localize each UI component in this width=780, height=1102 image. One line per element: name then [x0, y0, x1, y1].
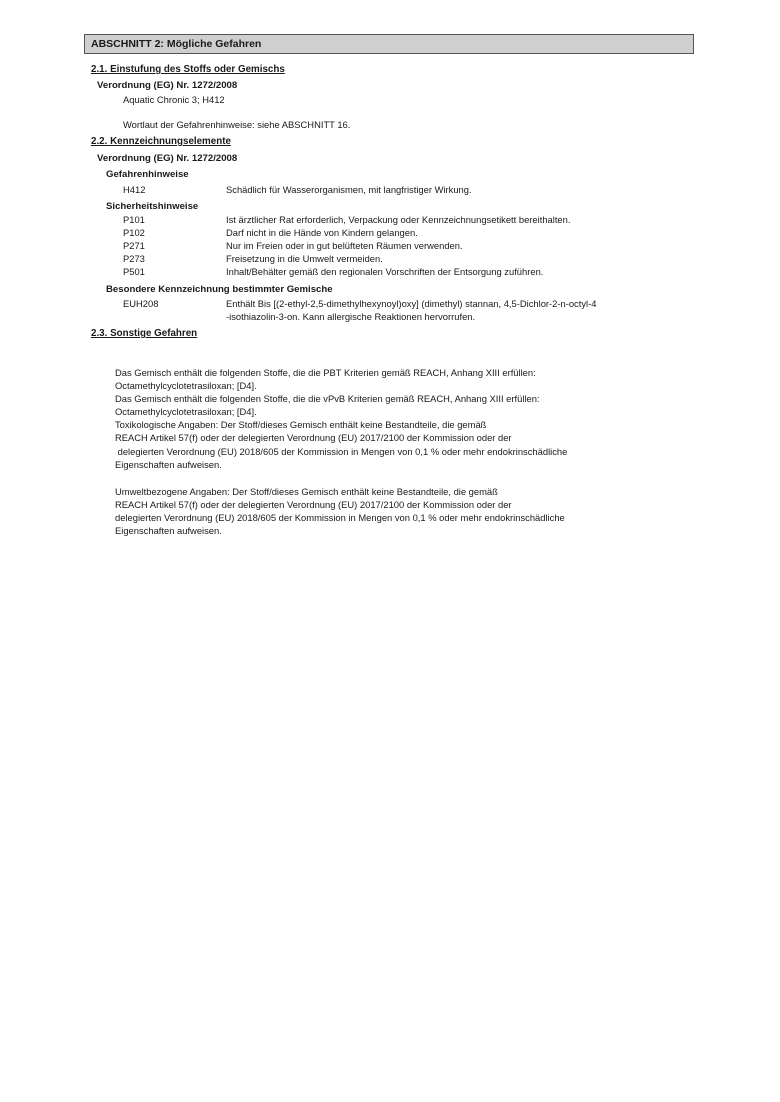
paragraph-line: Eigenschaften aufweisen.: [115, 458, 222, 470]
paragraph-line: REACH Artikel 57(f) oder der delegierten Verordnung (EU) 2017/2100 der Kommission oder der: [115, 432, 512, 444]
special-text-line1: Enthält Bis [(2-ethyl-2,5-dimethylhexynoyl)oxy] (dimethyl) stannan, 4,5-Dichlor-2-n-octyl-4: [226, 298, 597, 309]
hazard-code: H412: [123, 184, 146, 195]
labelling-regulation: Verordnung (EG) Nr. 1272/2008: [97, 153, 238, 164]
paragraph-line: Das Gemisch enthält die folgenden Stoffe, die die vPvB Kriterien gemäß REACH, Anhang XIII erfüllen:: [115, 393, 540, 405]
special-labelling-title: Besondere Kennzeichnung bestimmter Gemische: [106, 284, 333, 295]
paragraph-line: Umweltbezogene Angaben: Der Stoff/dieses Gemisch enthält keine Bestandteile, die gemäß: [115, 486, 498, 497]
paragraph-line: REACH Artikel 57(f) oder der delegierten Verordnung (EU) 2017/2100 der Kommission oder der: [115, 499, 512, 511]
precaution-text: Ist ärztlicher Rat erforderlich, Verpackung oder Kennzeichnungsetikett bereithalten.: [226, 214, 571, 225]
special-code: EUH208: [123, 298, 159, 309]
precaution-text: Nur im Freien oder in gut belüfteten Räumen verwenden.: [226, 240, 463, 251]
paragraph-line: delegierten Verordnung (EU) 2018/605 der Kommission in Mengen von 0,1 % oder mehr endokrinschädliche: [115, 512, 565, 524]
hazard-statements-title: Gefahrenhinweise: [106, 169, 189, 180]
paragraph-line: Toxikologische Angaben: Der Stoff/dieses Gemisch enthält keine Bestandteile, die gemäß: [115, 419, 487, 431]
precaution-code: P101: [123, 214, 145, 225]
classification-heading: 2.1. Einstufung des Stoffs oder Gemischs: [91, 64, 285, 75]
precaution-code: P273: [123, 253, 145, 264]
paragraph-line: Octamethylcyclotetrasiloxan; [D4].: [115, 380, 257, 392]
precaution-code: P271: [123, 240, 145, 251]
hazard-text: Schädlich für Wasserorganismen, mit langfristiger Wirkung.: [226, 184, 472, 195]
other-hazards-heading: 2.3. Sonstige Gefahren: [91, 328, 198, 339]
precautionary-statements-title: Sicherheitshinweise: [106, 201, 199, 212]
paragraph-line: Eigenschaften aufweisen.: [115, 525, 222, 537]
paragraph-line: delegierten Verordnung (EU) 2018/605 der Kommission in Mengen von 0,1 % oder mehr endokrinschädliche: [115, 445, 568, 457]
classification-note: Wortlaut der Gefahrenhinweise: siehe ABSCHNITT 16.: [123, 119, 351, 130]
precaution-text: Darf nicht in die Hände von Kindern gelangen.: [226, 227, 418, 238]
classification-regulation: Verordnung (EG) Nr. 1272/2008: [97, 80, 238, 91]
precaution-code: P501: [123, 266, 145, 277]
precaution-text: Freisetzung in die Umwelt vermeiden.: [226, 253, 383, 264]
precaution-text: Inhalt/Behälter gemäß den regionalen Vorschriften der Entsorgung zuführen.: [226, 266, 544, 277]
paragraph-line: Octamethylcyclotetrasiloxan; [D4].: [115, 406, 257, 418]
labelling-heading: 2.2. Kennzeichnungselemente: [91, 136, 231, 147]
section-header: ABSCHNITT 2: Mögliche Gefahren: [84, 34, 694, 54]
classification-entry: Aquatic Chronic 3; H412: [123, 94, 225, 105]
other-hazards-paragraph-2: [115, 485, 655, 537]
precaution-code: P102: [123, 227, 145, 238]
other-hazards-paragraph-1: [115, 366, 655, 471]
special-text-line2: -isothiazolin-3-on. Kann allergische Reaktionen hervorrufen.: [226, 311, 476, 322]
paragraph-line: Das Gemisch enthält die folgenden Stoffe, die die PBT Kriterien gemäß REACH, Anhang XIII erfüllen:: [115, 367, 536, 378]
